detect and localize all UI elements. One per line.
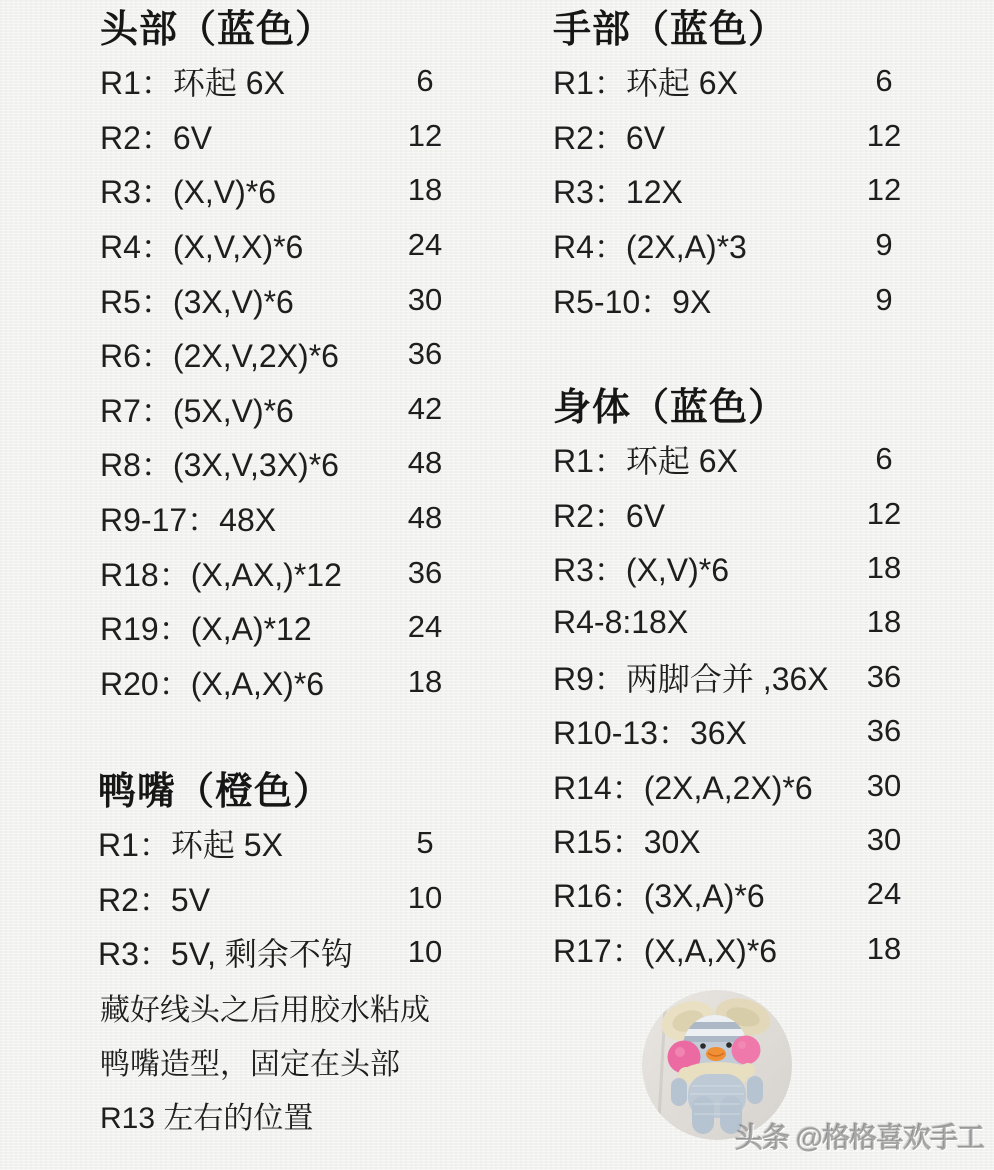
row-stitch-count: 36: [407, 554, 443, 590]
section-hand: [553, 6, 919, 327]
table-row: [100, 54, 460, 109]
note-line: 鸭嘴造型，固定在头部: [100, 1048, 400, 1081]
row-stitch-count: 18: [866, 930, 902, 966]
table-row: [553, 595, 919, 649]
section-hand-title: 手部（蓝色）: [553, 9, 788, 51]
row-instruction: R1：环起 6X: [100, 65, 285, 102]
row-instruction: R7：(5X,V)*6: [100, 392, 294, 429]
table-row: [100, 655, 460, 710]
row-instruction: R14：(2X,A,2X)*6: [553, 769, 813, 806]
table-row: [553, 163, 919, 218]
table-row: [553, 218, 919, 273]
table-row: [100, 327, 460, 382]
section-head-title: 头部（蓝色）: [100, 9, 335, 51]
row-stitch-count: 9: [875, 281, 893, 317]
row-stitch-count: 36: [407, 336, 443, 372]
row-instruction: R5：(3X,V)*6: [100, 283, 294, 320]
row-instruction: R4：(X,V,X)*6: [100, 229, 304, 266]
row-stitch-count: 36: [866, 658, 902, 694]
table-row: [553, 54, 919, 109]
row-stitch-count: 12: [866, 172, 902, 208]
note-line: R13 左右的位置: [100, 1102, 314, 1135]
row-stitch-count: 24: [407, 609, 443, 645]
table-row: [98, 871, 460, 926]
row-stitch-count: 30: [407, 281, 443, 317]
row-instruction: R8：(3X,V,3X)*6: [100, 447, 339, 484]
row-instruction: R1：环起 6X: [553, 443, 738, 480]
row-instruction: R1：环起 6X: [553, 65, 738, 102]
table-row: [98, 925, 460, 980]
row-instruction: R17：(X,A,X)*6: [553, 932, 778, 969]
table-row: [98, 816, 460, 871]
row-instruction: R2：6V: [553, 119, 666, 156]
row-stitch-count: 9: [875, 227, 893, 263]
table-row: [553, 867, 919, 921]
table-row: [100, 109, 460, 164]
table-row: [100, 545, 460, 600]
table-row: [100, 272, 460, 327]
row-stitch-count: 5: [416, 825, 434, 861]
table-row: [100, 491, 460, 546]
row-instruction: R3：12X: [553, 174, 683, 211]
row-instruction: R2：6V: [100, 119, 213, 156]
section-body: [553, 384, 919, 976]
row-instruction: R1：环起 5X: [98, 827, 283, 864]
row-stitch-count: 48: [407, 500, 443, 536]
table-row: [553, 922, 919, 976]
section-head: [100, 6, 460, 709]
section-body-title: 身体（蓝色）: [553, 387, 788, 429]
watermark-text: 头条 @格格喜欢手工: [735, 1122, 985, 1153]
table-row: [553, 272, 919, 327]
table-row: [100, 600, 460, 655]
section-bill: [98, 768, 460, 980]
row-instruction: R5-10：9X: [553, 283, 712, 320]
row-stitch-count: 12: [866, 495, 902, 531]
row-instruction: R6：(2X,V,2X)*6: [100, 338, 339, 375]
table-row: [100, 218, 460, 273]
row-instruction: R3：5V, 剩余不钩: [98, 936, 353, 973]
row-instruction: R3：(X,V)*6: [553, 551, 730, 588]
table-row: [100, 382, 460, 437]
table-row: [553, 486, 919, 540]
row-instruction: R18：(X,AX,)*12: [100, 556, 342, 593]
table-row: [553, 650, 919, 704]
row-stitch-count: 18: [866, 549, 902, 585]
row-stitch-count: 10: [407, 934, 443, 970]
note-line: 藏好线头之后用胶水粘成: [100, 994, 430, 1027]
section-bill-title: 鸭嘴（橙色）: [98, 771, 333, 813]
row-instruction: R16：(3X,A)*6: [553, 878, 765, 915]
table-row: [553, 432, 919, 486]
row-instruction: R2：5V: [98, 881, 211, 918]
row-stitch-count: 48: [407, 445, 443, 481]
row-stitch-count: 30: [866, 821, 902, 857]
row-stitch-count: 12: [866, 117, 902, 153]
row-stitch-count: 18: [866, 604, 902, 640]
row-instruction: R9：两脚合并 ,36X: [553, 660, 829, 697]
row-instruction: R4：(2X,A)*3: [553, 229, 747, 266]
row-stitch-count: 10: [407, 879, 443, 915]
row-instruction: R15：30X: [553, 823, 701, 860]
row-stitch-count: 6: [875, 63, 893, 99]
table-row: [553, 704, 919, 758]
row-stitch-count: 6: [416, 63, 434, 99]
row-stitch-count: 18: [407, 172, 443, 208]
table-row: [100, 436, 460, 491]
assembly-note: [100, 980, 520, 1142]
row-stitch-count: 24: [407, 227, 443, 263]
row-stitch-count: 36: [866, 713, 902, 749]
table-row: [553, 813, 919, 867]
row-instruction: R2：6V: [553, 497, 666, 534]
row-stitch-count: 42: [407, 390, 443, 426]
row-instruction: R3：(X,V)*6: [100, 174, 277, 211]
row-instruction: R20：(X,A,X)*6: [100, 665, 325, 702]
row-instruction: R4-8:18X: [553, 603, 689, 640]
row-stitch-count: 24: [866, 876, 902, 912]
table-row: [100, 163, 460, 218]
row-stitch-count: 18: [407, 663, 443, 699]
table-row: [553, 758, 919, 812]
table-row: [553, 109, 919, 164]
table-row: [553, 541, 919, 595]
row-instruction: R10-13：36X: [553, 715, 747, 752]
row-stitch-count: 6: [875, 441, 893, 477]
row-stitch-count: 30: [866, 767, 902, 803]
row-instruction: R9-17：48X: [100, 502, 277, 539]
row-instruction: R19：(X,A)*12: [100, 611, 312, 648]
row-stitch-count: 12: [407, 117, 443, 153]
